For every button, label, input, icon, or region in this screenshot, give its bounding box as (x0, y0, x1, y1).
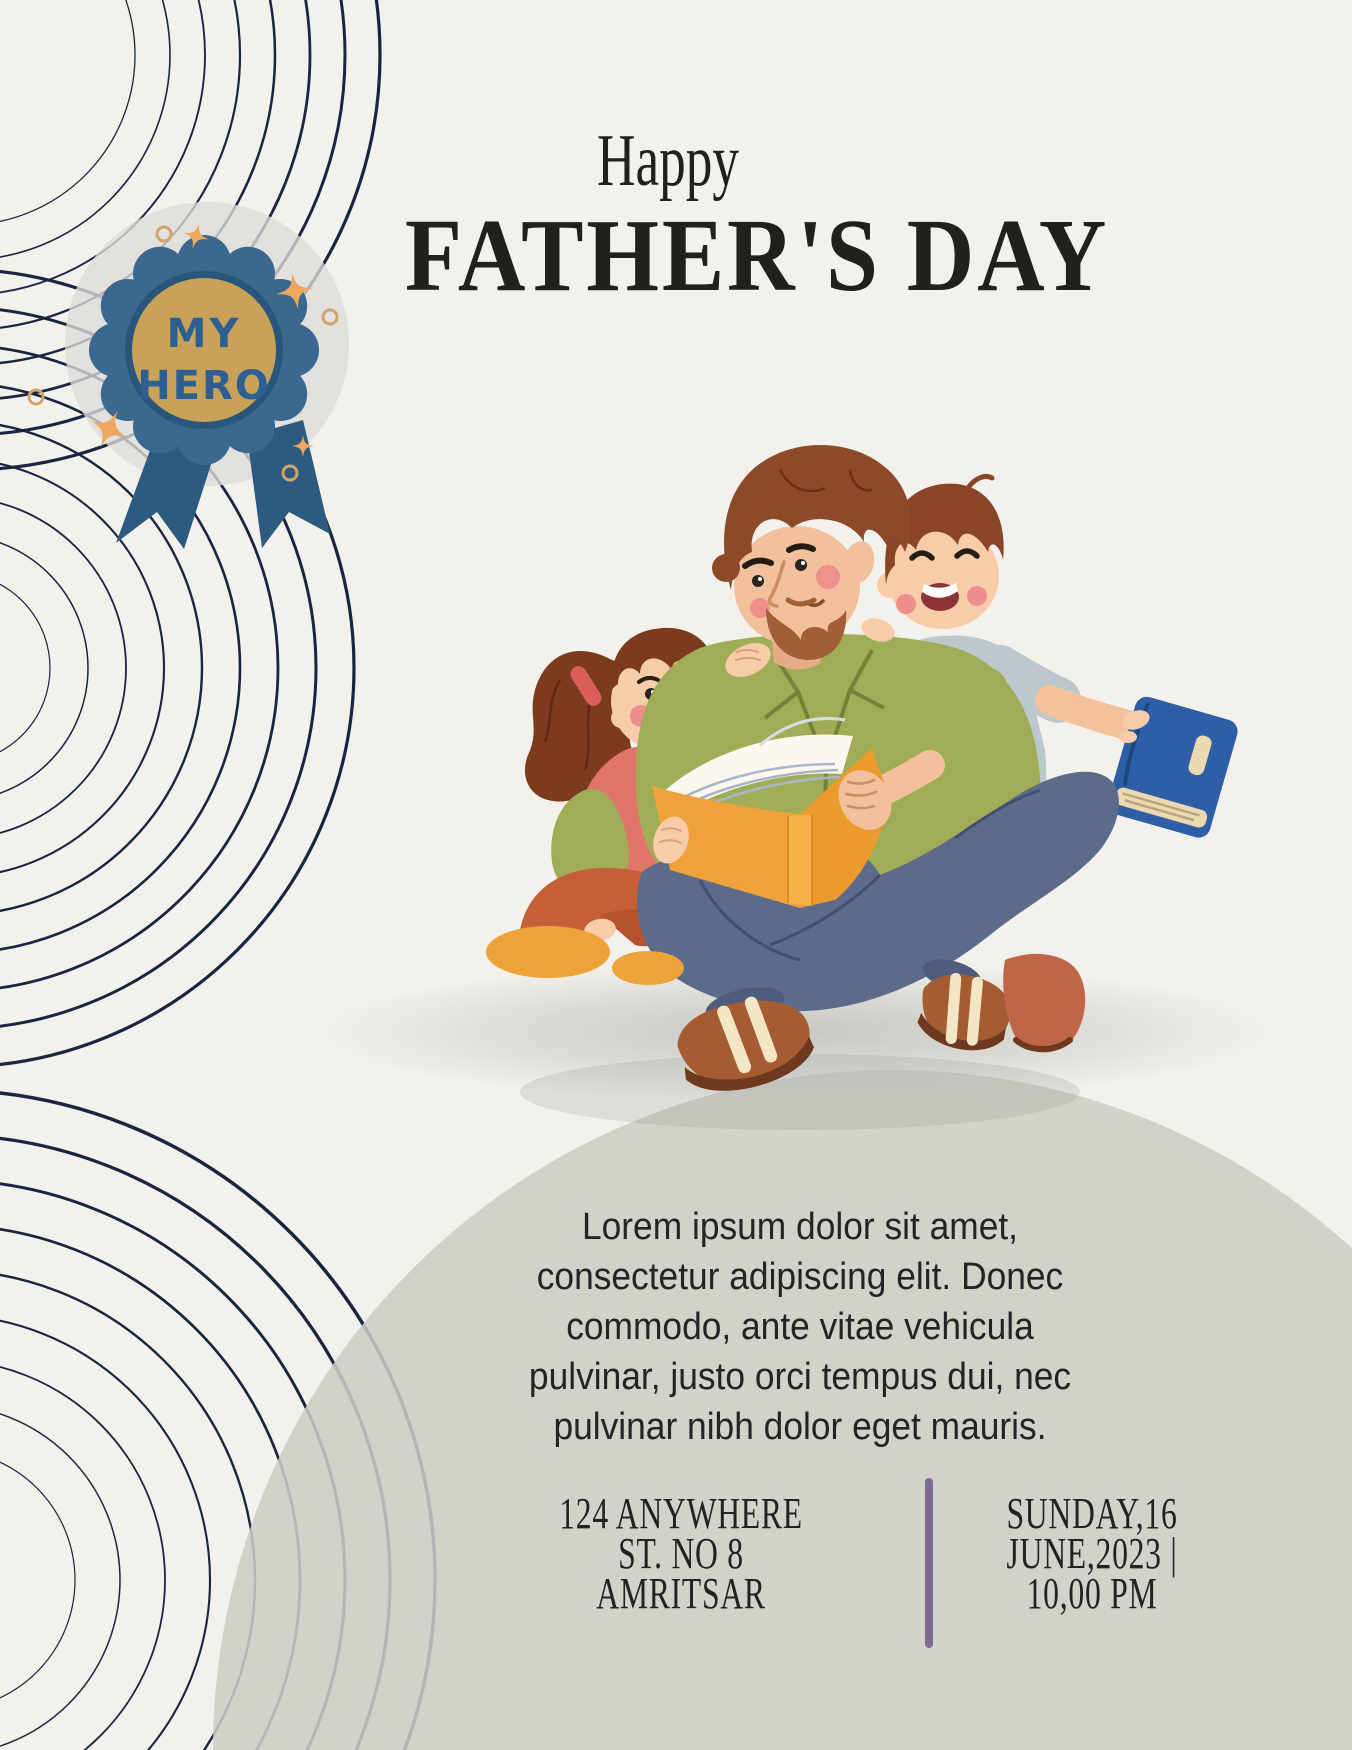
datetime-line: 10,00 PM (1026, 1569, 1158, 1618)
son-cheek-right (967, 586, 987, 606)
body-line: pulvinar nibh dolor eget mauris. (553, 1406, 1047, 1448)
son-hair-cowlick (968, 476, 992, 488)
father-cheek-right (816, 565, 840, 589)
address-line: AMRITSAR (596, 1569, 766, 1618)
address-line: ST. NO 8 (618, 1529, 744, 1578)
datetime-line: JUNE,2023 | (1006, 1529, 1178, 1578)
daughter-cushion-small (612, 951, 684, 985)
my-hero-badge (29, 202, 349, 549)
address-line: 124 ANYWHERE (559, 1489, 803, 1538)
son-mouth (921, 583, 959, 611)
title-script: Happy (596, 120, 740, 202)
son-cheek-left (896, 594, 916, 614)
daughter-cushion (486, 926, 610, 978)
body-line: commodo, ante vitae vehicula (566, 1306, 1034, 1348)
page-title: FATHER'S DAY (404, 198, 1110, 313)
body-line: pulvinar, justo orci tempus dui, nec (528, 1356, 1072, 1398)
badge-text-line2: HERO (137, 363, 271, 409)
datetime-line: SUNDAY,16 (1006, 1489, 1178, 1538)
footer-address (559, 1489, 803, 1618)
body-paragraph (529, 1202, 1071, 1452)
storybook-spine (788, 815, 812, 906)
son-thumb (1119, 731, 1137, 743)
footer-datetime (1006, 1489, 1178, 1618)
footer-divider (925, 1478, 933, 1648)
body-line: consectetur adipiscing elit. Donec (536, 1256, 1064, 1298)
body-line: Lorem ipsum dolor sit amet, (581, 1206, 1019, 1248)
badge-text-line1: MY (166, 311, 242, 357)
